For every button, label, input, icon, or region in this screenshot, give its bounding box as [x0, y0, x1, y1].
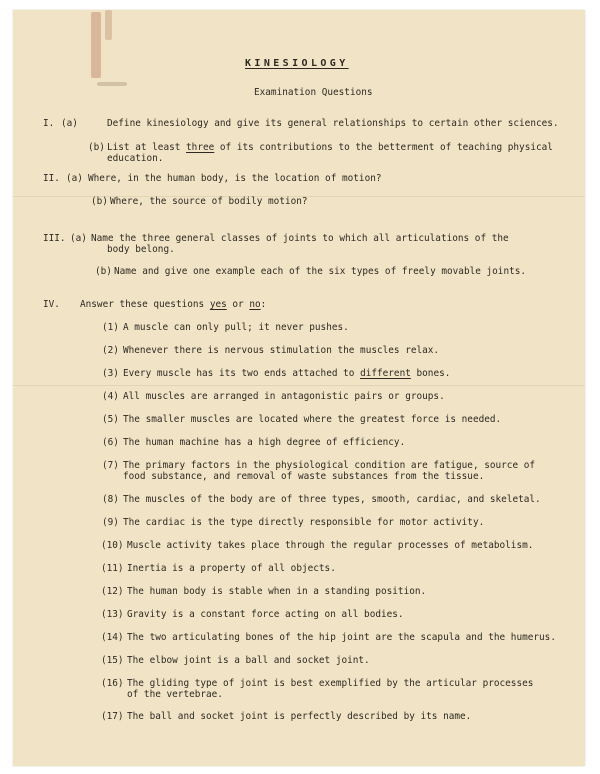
item-number: (7) [102, 460, 119, 471]
item-text: The elbow joint is a ball and socket joint. [127, 655, 370, 666]
item-text: The gliding type of joint is best exemplified by the articular processes [127, 678, 534, 689]
emphasized-word: three [186, 142, 215, 153]
item-text: The two articulating bones of the hip joint are the scapula and the humerus. [127, 632, 556, 643]
question-text-part: List at least [107, 142, 187, 153]
item-number: (2) [102, 345, 119, 356]
item-number: (4) [102, 391, 119, 402]
item-number: (1) [102, 322, 119, 333]
emphasized-word: no [249, 299, 261, 310]
question-label: (a) [66, 173, 83, 184]
question-text: Where, the source of bodily motion? [110, 196, 308, 207]
question-text [107, 142, 553, 153]
instruction-text: : [260, 299, 267, 310]
item-text: of the vertebrae. [127, 689, 223, 700]
page-subtitle: Examination Questions [254, 87, 373, 98]
item-number: (13) [101, 609, 124, 620]
question-text: Name and give one example each of the six types of freely movable joints. [114, 266, 527, 277]
item-text: Whenever there is nervous stimulation the muscles relax. [123, 345, 440, 356]
section-numeral: II. [43, 173, 60, 184]
item-number: (11) [101, 563, 124, 574]
question-label: (a) [61, 118, 78, 129]
item-text: The smaller muscles are located where the greatest force is needed. [123, 414, 502, 425]
emphasized-word: different [360, 368, 411, 379]
item-text: The muscles of the body are of three types, smooth, cardiac, and skeletal. [123, 494, 541, 505]
page-title: KINESIOLOGY [245, 58, 349, 69]
instruction-text: Answer these questions [80, 299, 210, 310]
question-label: (b) [95, 266, 112, 277]
item-text: The human machine has a high degree of efficiency. [123, 437, 406, 448]
question-text: Name the three general classes of joints to which all articulations of the [91, 233, 509, 244]
section-numeral: IV. [43, 299, 60, 310]
paper-fold [13, 385, 585, 386]
item-text-part: bones. [410, 368, 451, 379]
section-instruction [80, 299, 266, 310]
question-text: body belong. [107, 244, 175, 255]
item-text: food substance, and removal of waste substances from the tissue. [123, 471, 485, 482]
instruction-text: or [226, 299, 250, 310]
item-text-part: Every muscle has its two ends attached to [123, 368, 361, 379]
item-text: The cardiac is the type directly responsible for motor activity. [123, 517, 485, 528]
item-number: (6) [102, 437, 119, 448]
paper-stain [91, 12, 101, 78]
item-text: Muscle activity takes place through the regular processes of metabolism. [127, 540, 534, 551]
paper-stain [97, 82, 127, 86]
item-text: The primary factors in the physiological condition are fatigue, source of [123, 460, 536, 471]
exam-page [13, 10, 585, 766]
item-number: (8) [102, 494, 119, 505]
item-text: Inertia is a property of all objects. [127, 563, 336, 574]
question-text: education. [107, 153, 164, 164]
item-number: (5) [102, 414, 119, 425]
item-text: The human body is stable when in a standing position. [127, 586, 427, 597]
question-label: (b) [91, 196, 108, 207]
item-text [123, 368, 450, 379]
question-label: (b) [88, 142, 105, 153]
paper-stain [105, 10, 112, 40]
item-number: (16) [101, 678, 124, 689]
question-label: (a) [70, 233, 87, 244]
question-text: Define kinesiology and give its general relationships to certain other sciences. [107, 118, 559, 129]
item-number: (9) [102, 517, 119, 528]
item-number: (14) [101, 632, 124, 643]
question-text-part: of its contributions to the betterment of teaching physical [214, 142, 553, 153]
emphasized-word: yes [209, 299, 227, 310]
item-text: All muscles are arranged in antagonistic pairs or groups. [123, 391, 445, 402]
section-numeral: III. [43, 233, 66, 244]
question-text: Where, in the human body, is the location of motion? [88, 173, 382, 184]
item-text: The ball and socket joint is perfectly described by its name. [127, 711, 472, 722]
item-number: (10) [101, 540, 124, 551]
item-number: (17) [101, 711, 124, 722]
section-numeral: I. [43, 118, 55, 129]
item-text: Gravity is a constant force acting on all bodies. [127, 609, 404, 620]
item-text: A muscle can only pull; it never pushes. [123, 322, 349, 333]
item-number: (15) [101, 655, 124, 666]
item-number: (3) [102, 368, 119, 379]
item-number: (12) [101, 586, 124, 597]
